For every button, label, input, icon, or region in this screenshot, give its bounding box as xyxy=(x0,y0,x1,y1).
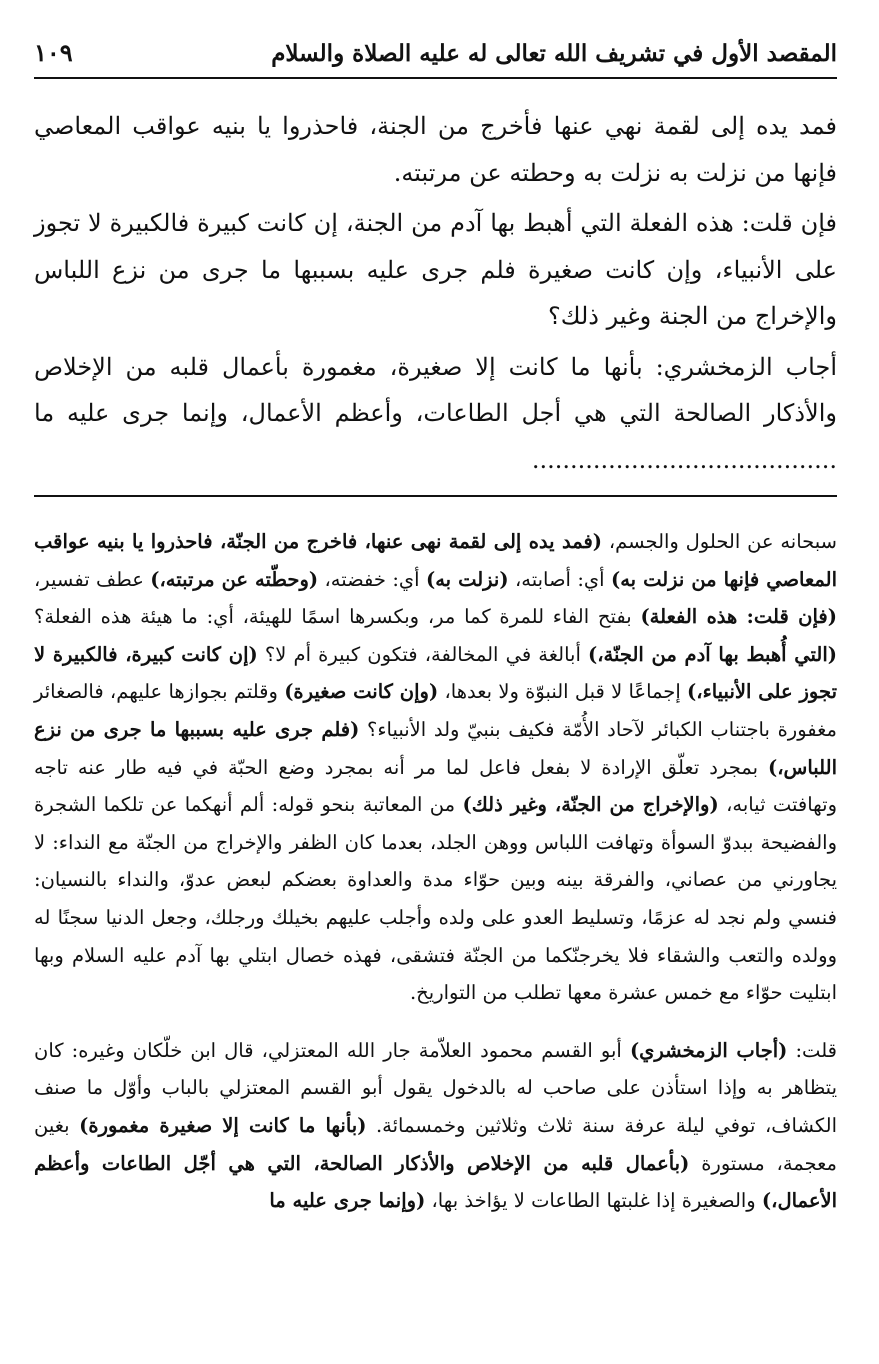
separator-rule xyxy=(34,495,837,497)
header-title: المقصد الأول في تشريف الله تعالى له عليه الصلاة والسلام xyxy=(271,40,837,67)
commentary-segment: أي: خفضته، xyxy=(318,567,426,591)
commentary-segment: إجماعًا لا قبل النبوّة ولا بعدها، xyxy=(438,680,688,704)
quoted-main-text: (فإن قلت: هذه الفعلة) xyxy=(640,605,837,629)
quoted-main-text: (وإن كانت صغيرة) xyxy=(284,680,439,704)
commentary-segment: وقلتم بجوازها عليهم، فالصغائر مغفورة باجتناب الكبائر لآحاد الأُمّة فكيف بنبيّ ولد الأنبياء؟ xyxy=(34,680,838,741)
main-text xyxy=(34,103,837,483)
commentary-segment: بمجرد تعلّق الإرادة لا بفعل فاعل لما مر أنه بمجرد وضع الحبّة في فيه طار عنه تاجه وتهافتت ثيابه، xyxy=(34,755,837,817)
commentary-paragraph-1 xyxy=(34,523,837,1012)
quoted-main-text: (فلم جرى عليه بسببها ما جرى من نزع اللباس،) xyxy=(34,717,837,779)
commentary-segment: بغين معجمة، مستورة xyxy=(34,1113,837,1175)
main-paragraph-3-text: أجاب الزمخشري: بأنها ما كانت إلا صغيرة، مغمورة بأعمال قلبه من الإخلاص والأذكار الصالحة التي هي أجل الطاعات، وأعظم الأعمال، وإنما جرى عليه ما xyxy=(34,352,837,427)
quoted-main-text: (نزلت به) xyxy=(425,567,509,591)
commentary-segment: بفتح الفاء للمرة كما مر، وبكسرها اسمًا للهيئة، أي: ما هيئة هذه الفعلة؟ xyxy=(34,605,641,629)
main-paragraph-3 xyxy=(34,344,837,484)
commentary-text xyxy=(34,523,837,1220)
quoted-main-text: (إن كانت كبيرة، فالكبيرة لا تجوز على الأنبياء،) xyxy=(34,642,837,704)
commentary-segment: قلت: xyxy=(787,1038,837,1062)
quoted-main-text: (وحطّته عن مرتبته،) xyxy=(150,567,319,591)
commentary-segment: أبالغة في المخالفة، فتكون كبيرة أم لا؟ xyxy=(257,642,588,666)
commentary-segment: عطف تفسير، xyxy=(34,567,151,591)
quoted-main-text: (والإخراج من الجنّة، وغير ذلك) xyxy=(462,793,719,817)
commentary-segment: أبو القسم محمود العلاّمة جار الله المعتزلي، قال ابن خلّكان وغيره: كان يتظاهر به وإذا استأذن على صاحب له بالدخول يقول أبو القسم المعتزلي بالباب وأوّل ما صنف الكشاف، توفي ليلة عرفة سنة ثلاث وثلاثين وخمسمائة. xyxy=(34,1038,837,1137)
commentary-segment: والصغيرة إذا غلبتها الطاعات لا يؤاخذ بها، xyxy=(425,1189,762,1213)
quoted-main-text: (أجاب الزمخشري) xyxy=(629,1038,788,1062)
commentary-segment: أي: أصابته، xyxy=(508,567,611,591)
quoted-main-text: (وإنما جرى عليه ما xyxy=(269,1189,426,1213)
commentary-paragraph-2 xyxy=(34,1032,837,1220)
ellipsis-dots: ........................................ xyxy=(531,445,837,474)
main-paragraph-2: فإن قلت: هذه الفعلة التي أهبط بها آدم من الجنة، إن كانت كبيرة فالكبيرة لا تجوز على الأنبياء، وإن كانت صغيرة فلم جرى عليه بسببها ما جرى من نزع اللباس والإخراج من الجنة وغير ذلك؟ xyxy=(34,209,837,330)
commentary-segment: من المعاتبة بنحو قوله: ألم أنهكما عن تلكما الشجرة والفضيحة ببدوّ السوأة وتهافت اللباس ووهن الجلد، بعدما كان الظفر والإخراج من الجنّة مع النداء: لا يجاورني من عصاني، والفرقة بينه وبين حوّاء مدة والعداوة بعضكم لبعض عدوّ، والنداء بالنسيان: فنسي ولم نجد له عزمًا، وتسليط العدو على ولده وأجلب عليهم بخيلك ورجلك، وجعل الدنيا سجنًا له وولده والتعب والشقاء فلا يخرجنّكما من الجنّة فتشقى، فهذه خصال ابتلي بها آدم عليه السلام وبها ابتليت حوّاء مع خمس عشرة معها تطلب من التواريخ. xyxy=(34,793,837,1005)
quoted-main-text: (فمد يده إلى لقمة نهى عنها، فاخرج من الجنّة، فاحذروا يا بنيه عواقب المعاصي فإنها من نزلت به) xyxy=(34,530,837,591)
commentary-segment: سبحانه عن الحلول والجسم، xyxy=(602,530,837,553)
running-header xyxy=(34,36,837,77)
quoted-main-text: (التي أُهبط بها آدم من الجنّة،) xyxy=(588,642,838,666)
header-rule xyxy=(34,77,837,79)
main-paragraph-1: فمد يده إلى لقمة نهي عنها فأخرج من الجنة، فاحذروا يا بنيه عواقب المعاصي فإنها من نزلت به نزلت به وحطته عن مرتبته. xyxy=(34,112,837,187)
page-number: ١٠٩ xyxy=(34,38,73,67)
quoted-main-text: (بأنها ما كانت إلا صغيرة مغمورة) xyxy=(79,1113,367,1137)
quoted-main-text: (بأعمال قلبه من الإخلاص والأذكار الصالحة، التي هي أجّل الطاعات وأعظم الأعمال،) xyxy=(34,1151,837,1213)
